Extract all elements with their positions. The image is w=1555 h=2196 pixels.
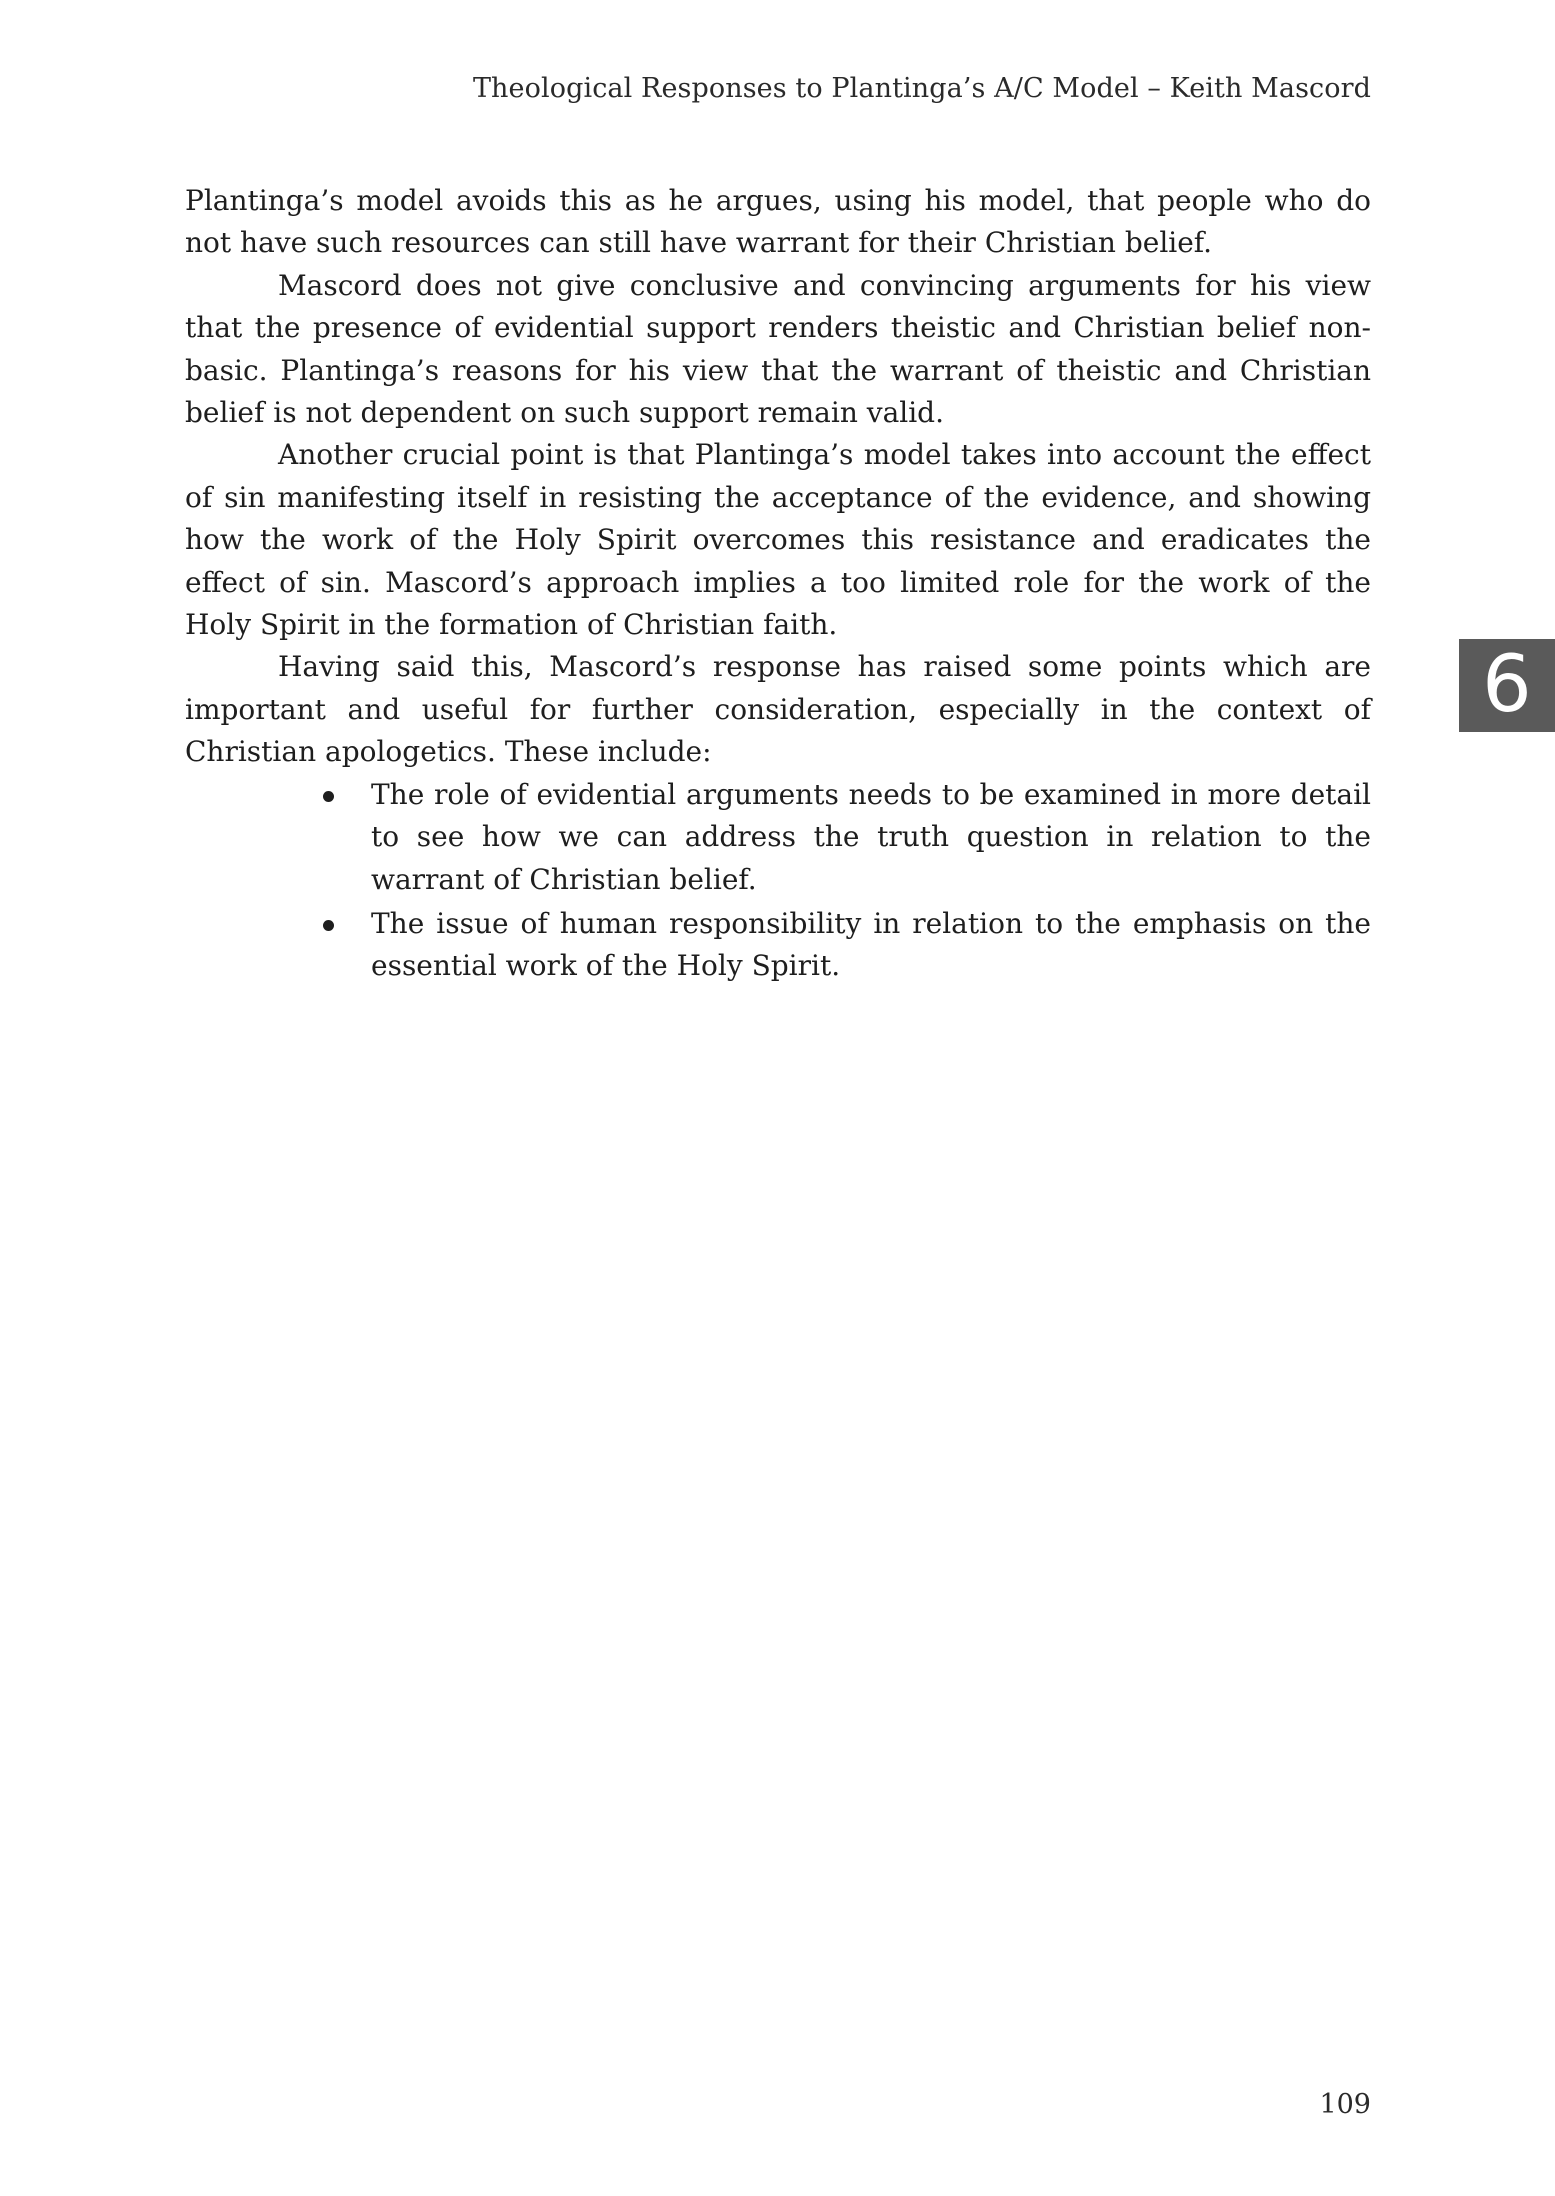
bullet-text: The issue of human responsibility in relation to the emphasis on the essential work of the Holy Spirit. [371, 906, 1371, 983]
body-text [185, 180, 1371, 990]
page-number: 109 [1319, 2089, 1371, 2120]
bullet-item [371, 903, 1371, 988]
bullet-icon [323, 920, 334, 931]
paragraph: Another crucial point is that Plantinga’s model takes into account the effect of sin manifesting itself in resisting the acceptance of the evidence, and showing how the work of the Holy Spirit overcomes this resistance and eradicates the effect of sin. Mascord’s approach implies a too limited role for the work of the Holy Spirit in the formation of Christian faith. [185, 438, 1371, 642]
bullet-icon [323, 791, 334, 802]
paragraph-continuation: Plantinga’s model avoids this as he argues, using his model, that people who do not have such resources can still have warrant for their Christian belief. [185, 184, 1371, 260]
bullet-list [185, 774, 1371, 988]
chapter-tab: 6 [1459, 639, 1555, 732]
paragraph: Mascord does not give conclusive and convincing arguments for his view that the presence of evidential support renders theistic and Christian belief non-basic. Plantinga’s reasons for his view that the warrant of theistic and Christian belief is not dependent on such support remain valid. [185, 268, 1371, 430]
bullet-text: The role of evidential arguments needs to be examined in more detail to see how we can address the truth question in relation to the warrant of Christian belief. [371, 777, 1371, 896]
running-header: Theological Responses to Plantinga’s A/C Model – Keith Mascord [472, 73, 1371, 104]
bullet-item [371, 774, 1371, 901]
paragraph: Having said this, Mascord’s response has raised some points which are important and useful for further consideration, especially in the context of Christian apologetics. These include: [185, 650, 1371, 769]
